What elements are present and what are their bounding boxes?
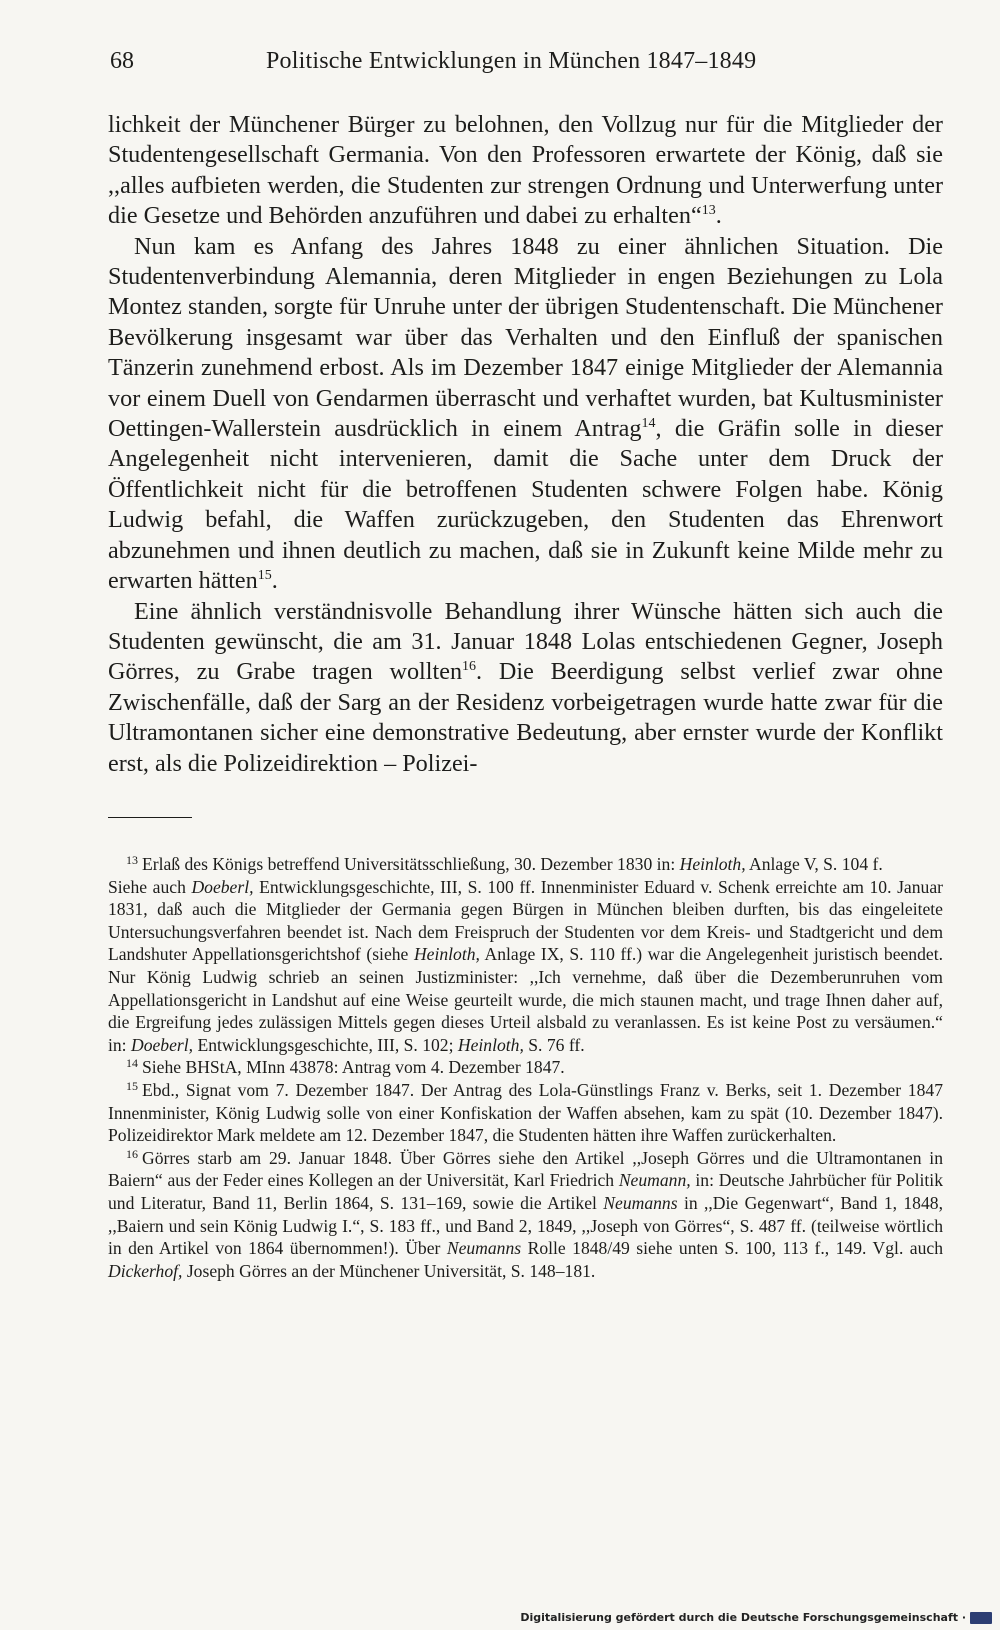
footnote-ref-15[interactable]: 15	[257, 568, 272, 584]
footnote-13-continued	[108, 876, 943, 1057]
page-number: 68	[110, 48, 134, 74]
footnote-15	[108, 1079, 943, 1147]
author-doeberl: Doeberl,	[130, 1034, 194, 1055]
digitization-credit	[520, 1611, 992, 1624]
paragraph-2-text-a: Nun kam es Anfang des Jahres 1848 zu einer ähnlichen Situation. Die Studentenverbindung Alemannia, deren Mitglieder in engen Beziehungen zu Lola Montez standen, sorgte für Unruhe unter der übrigen Studentenschaft. Die Münchener Bevölkerung insgesamt war über das Verhalten und den Einfluß der spanischen Tänzerin zunehmend erbost. Als im Dezember 1847 einige Mitglieder der Alemannia vor einem Duell von Gendarmen überrascht und verhaftet wurden, bat Kultusminister Oettingen-Wallerstein ausdrücklich in einem Antrag	[108, 232, 943, 443]
paragraph-3	[108, 597, 943, 779]
paragraph-2	[108, 232, 943, 597]
footnote-13-text-c: Siehe auch	[108, 876, 192, 897]
footnotes	[108, 853, 943, 1282]
footnote-13	[108, 853, 943, 876]
footnote-ref-13[interactable]: 13	[701, 203, 716, 219]
footnote-13-text-b: Anlage V, S. 104 f.	[745, 854, 883, 874]
author-heinloth: Heinloth,	[413, 944, 480, 965]
footnote-14	[108, 1056, 943, 1079]
author-neumann: Neumann,	[618, 1170, 691, 1191]
author-neumanns: Neumanns	[446, 1238, 522, 1259]
footnote-15-mark: 15	[126, 1078, 138, 1093]
footnote-13-text-g: S. 76 ff.	[523, 1034, 585, 1055]
footnote-16-text-c: in ,,Die Gegenwart“, Band 1, 1848, ,,Baiern und sein König Ludwig I.“, S. 183 ff., und Band 2, 1849, ,,Joseph von Görres“, S. 487 ff. (teilweise wörtlich in den Artikel von 1864 übernommen!). Über	[108, 1192, 943, 1259]
paragraph-3-text-a: Eine ähnlich verständnisvolle Behandlung ihrer Wünsche hätten sich auch die Studenten gewünscht, die am 31. Januar 1848 Lolas entschiedenen Gegner, Joseph Görres, zu Grabe tragen wollten	[108, 597, 943, 686]
author-heinloth: Heinloth,	[679, 854, 746, 874]
author-neumanns: Neumanns	[603, 1192, 678, 1213]
footnote-divider	[108, 817, 192, 818]
paragraph-1-end: .	[715, 202, 722, 230]
body-text	[108, 110, 943, 779]
credit-text: Digitalisierung gefördert durch die Deutsche Forschungsgemeinschaft ·	[520, 1611, 966, 1624]
footnote-14-mark: 14	[126, 1056, 138, 1071]
page-header	[110, 48, 940, 75]
footnote-13-text-d: Entwicklungsgeschichte, III, S. 100 ff. Innenminister Eduard v. Schenk erreichte am 10. Januar 1831, daß auch die Mitglieder der Germania gegen Bürgen in München bleiben durften, bis das eingeleitete Untersuchungsverfahren beendet ist. Nach dem Freispruch der Studenten vor dem Kreis- und Stadtgericht und dem Landshuter Appellationsgerichtshof (siehe	[108, 876, 943, 965]
paragraph-3-text-b: . Die Beerdigung selbst verlief zwar ohne Zwischenfälle, daß der Sarg an der Residenz vorbeigetragen wurde hatte zwar für die Ultramontanen sicher eine demonstrative Bedeutung, aber ernster wurde der Konflikt erst, als die Polizeidirektion – Polizei-	[108, 658, 943, 777]
footnote-16-text-b: in: Deutsche Jahrbücher für Politik und Literatur, Band 11, Berlin 1864, S. 131–169, sowie die Artikel	[108, 1170, 943, 1213]
author-heinloth: Heinloth,	[457, 1034, 524, 1055]
footnote-16-mark: 16	[126, 1146, 138, 1161]
footnote-13-mark: 13	[126, 853, 138, 867]
paragraph-2-text-b: , die Gräfin solle in dieser Angelegenheit nicht intervenieren, damit die Sache unter dem Druck der Öffentlichkeit nicht für die betroffenen Studenten schwere Folgen habe. König Ludwig befahl, die Waffen zurückzugeben, den Studenten das Ehrenwort abzunehmen und ihnen deutlich zu machen, daß sie in Zukunft keine Milde mehr zu erwarten hätten	[108, 415, 943, 595]
author-dickerhof: Dickerhof,	[108, 1260, 183, 1281]
paragraph-2-end: .	[271, 567, 278, 595]
running-title: Politische Entwicklungen in München 1847–1849	[266, 48, 757, 74]
footnote-16	[108, 1147, 943, 1283]
footnote-16-text-e: Joseph Görres an der Münchener Universität, S. 148–181.	[182, 1260, 596, 1281]
footnote-14-text: Siehe BHStA, MInn 43878: Antrag vom 4. Dezember 1847.	[142, 1057, 565, 1078]
footnote-13-text-a: Erlaß des Königs betreffend Universitätsschließung, 30. Dezember 1830 in:	[142, 854, 680, 874]
footnote-16-text-a: Görres starb am 29. Januar 1848. Über Görres siehe den Artikel ,,Joseph Görres und die Ultramontanen in Baiern“ aus der Feder eines Kollegen an der Universität, Karl Friedrich	[108, 1147, 943, 1191]
footnote-13-text-f: Entwicklungsgeschichte, III, S. 102;	[193, 1034, 458, 1055]
footnote-15-text: Ebd., Signat vom 7. Dezember 1847. Der Antrag des Lola-Günstlings Franz v. Berks, seit 1. Dezember 1847 Innenminister, König Ludwig solle von einer Konfiskation der Waffen absehen, kam zu spät (10. Dezember 1847). Polizeidirektor Mark meldete am 12. Dezember 1847, die Studenten hätten ihre Waffen zurückerhalten.	[108, 1079, 943, 1146]
footnote-ref-16[interactable]: 16	[462, 659, 477, 675]
author-doeberl: Doeberl,	[191, 876, 254, 897]
paragraph-1	[108, 110, 943, 232]
paragraph-1-text: lichkeit der Münchener Bürger zu belohnen, den Vollzug nur für die Mitglieder der Studentengesellschaft Germania. Von den Professoren erwartete der König, daß sie ,,alles aufbieten werden, die Studenten zur strengen Ordnung und Unterwerfung unter die Gesetze und Behörden anzuführen und dabei zu erhalten“	[108, 111, 943, 230]
dfg-logo-icon	[970, 1612, 992, 1624]
footnote-13-text-e: Anlage IX, S. 110 ff.) war die Angelegenheit juristisch beendet. Nur König Ludwig schrieb an seinen Justizminister: ,,Ich vernehme, daß über die Dezemberunruhen vom Appellationsgericht in Landshut auf eine Weise geurteilt wurde, die mich staunen macht, und trage Ihnen daher auf, die Ergreifung jedes zulässigen Mittels gegen dieses Urteil alsbald zu veranlassen. Es ist keine Post zu versäumen.“ in:	[108, 944, 943, 1055]
footnote-16-text-d: Rolle 1848/49 siehe unten S. 100, 113 f., 149. Vgl. auch	[521, 1238, 944, 1259]
footnote-ref-14[interactable]: 14	[641, 416, 656, 432]
